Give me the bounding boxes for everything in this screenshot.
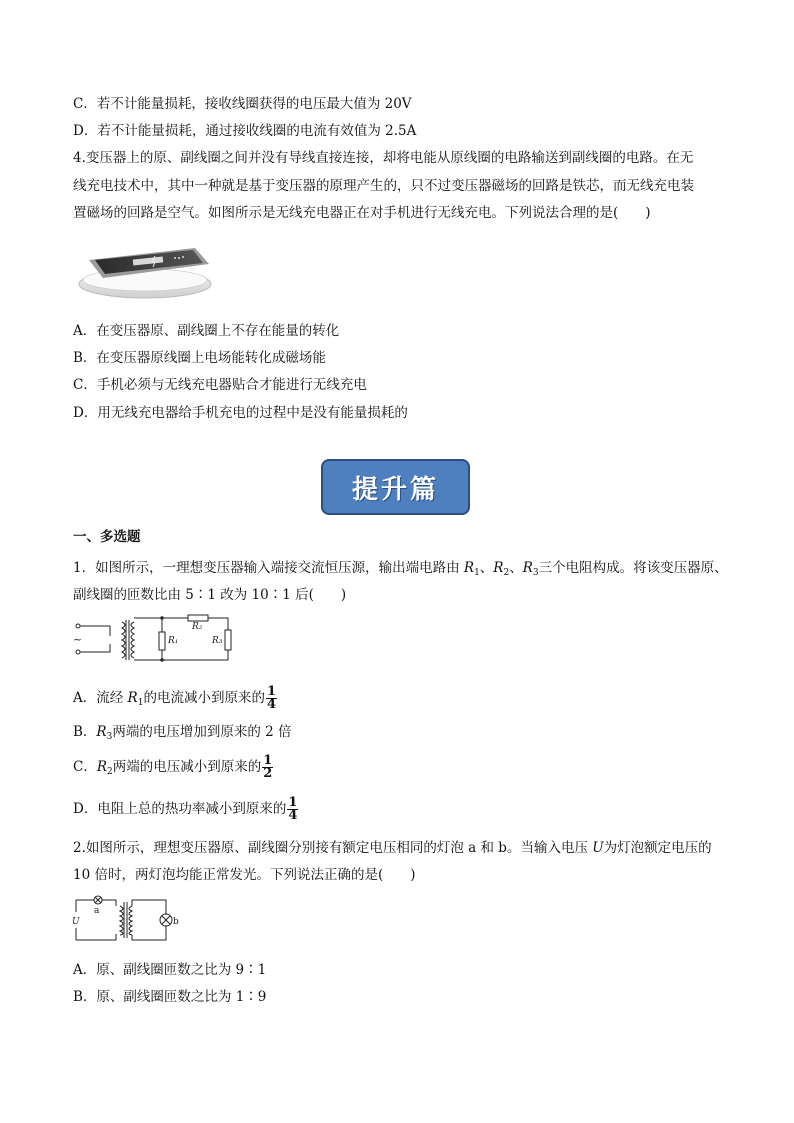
p1-circuit-diagram (70, 612, 234, 668)
p1-stem-line-1: 1．如图所示，一理想变压器输入端接交流恒压源，输出端电路由 $R_1$、$R_2$、$R_3$三个电阻构成。将该变压器原、 (73, 560, 728, 578)
p1-stem-line-2: 副线圈的匝数比由 5∶1 改为 10∶1 后( ) (73, 587, 347, 603)
q4-option-d: D．用无线充电器给手机充电的过程中是没有能量损耗的 (73, 405, 408, 421)
section-banner (321, 459, 470, 515)
section-heading: 一、多选题 (73, 529, 141, 545)
p1-option-a: A．流经 $R_1$的电流减小到原来的 $\frac{1}{4}$ (73, 684, 276, 712)
p2-stem-line-2: 10 倍时，两灯泡均能正常发光。下列说法正确的是( ) (73, 867, 416, 883)
fraction-one-half: $\frac{1}{2}$ (263, 753, 273, 781)
p2-option-a: A．原、副线圈匝数之比为 9∶1 (73, 962, 267, 978)
wireless-charger-image (75, 234, 215, 300)
p2-figure-label-b: b (173, 917, 179, 927)
p1-figure-label-r1: R₁ (168, 636, 179, 646)
p1-figure-label-r2: R₂ (192, 622, 203, 632)
p1-option-c: C．$R_2$两端的电压减小到原来的 $\frac{1}{2}$ (73, 753, 273, 781)
q4-stem-line-3: 置磁场的回路是空气。如图所示是无线充电器正在对手机进行无线充电。下列说法合理的是( ) (73, 205, 651, 221)
p2-figure-label-u: U (72, 917, 80, 927)
p2-option-b: B．原、副线圈匝数之比为 1∶9 (73, 989, 267, 1005)
q4-option-c: C．手机必须与无线充电器贴合才能进行无线充电 (73, 377, 367, 393)
q3-option-c: C．若不计能量损耗，接收线圈获得的电压最大值为 20V (73, 96, 412, 112)
q4-stem-line-1: 4.变压器上的原、副线圈之间并没有导线直接连接，却将电能从原线圈的电路输送到副线圈的电路。在无 (73, 150, 694, 166)
p1-option-d: D．电阻上总的热功率减小到原来的 $\frac{1}{4}$ (73, 795, 298, 823)
p1-figure-label-r3: R₃ (212, 636, 223, 646)
p2-circuit-diagram (72, 892, 184, 948)
p1-option-b: B．$R_3$两端的电压增加到原来的 2 倍 (73, 724, 292, 742)
q3-option-d: D．若不计能量损耗，通过接收线圈的电流有效值为 2.5A (73, 123, 417, 139)
q4-option-a: A．在变压器原、副线圈上不存在能量的转化 (73, 323, 340, 339)
banner-title: 提升篇 (351, 474, 439, 505)
p1-source-symbol: ~ (73, 633, 83, 646)
p2-stem-line-1: 2.如图所示，理想变压器原、副线圈分别接有额定电压相同的灯泡 a 和 b。当输入电压 U为灯泡额定电压的 (73, 840, 712, 856)
fraction-one-quarter: $\frac{1}{4}$ (288, 795, 298, 823)
q4-stem-line-2: 线充电技术中，其中一种就是基于变压器的原理产生的，只不过变压器磁场的回路是铁芯，而无线充电装 (73, 178, 694, 194)
fraction-one-quarter: $\frac{1}{4}$ (266, 684, 276, 712)
p2-figure-label-a: a (94, 906, 100, 916)
q4-option-b: B．在变压器原线圈上电场能转化成磁场能 (73, 350, 326, 366)
